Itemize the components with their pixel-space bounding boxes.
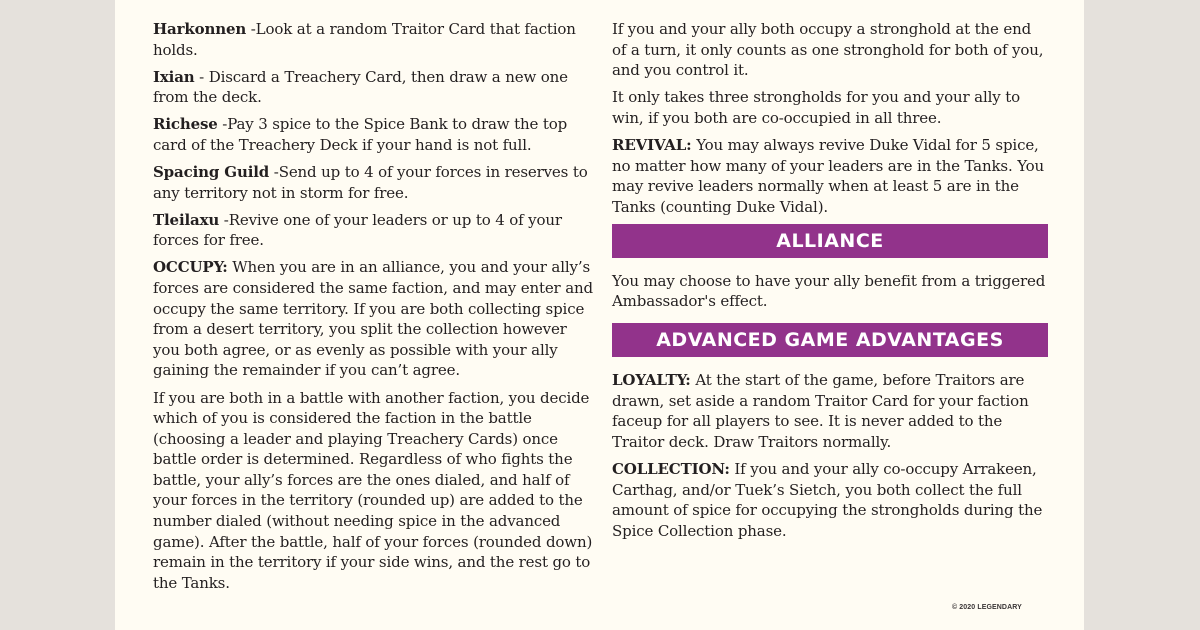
rule-battle: If you are both in a battle with another faction, you decide which of you is considered the faction in the battle (choosing a leader and playing Treachery Cards) once battle order is determined. Regardless of who fights the battle, your ally’s forces are the ones dialed, and half of your forces in the territory (rounded up) are added to the number dialed (without needing spice in the advanced game). After the battle, half of your forces (rounded down) remain in the territory if your side wins, and the rest go to the Tanks. (153, 388, 593, 592)
rule-revival: REVIVAL: You may always revive Duke Vidal for 5 spice, no matter how many of your leaders are in the Tanks. You may revive leaders normally when at least 5 are in the Tanks (counting Duke Vidal). (612, 135, 1045, 216)
rulebook-page (115, 0, 1084, 630)
rule-win-condition: It only takes three strongholds for you and your ally to win, if you both are co-occupied in all three. (612, 88, 1020, 127)
section-heading-alliance: ALLIANCE (612, 224, 1048, 258)
right-column (612, 19, 1048, 548)
faction-ability-richese: Richese -Pay 3 spice to the Spice Bank to draw the top card of the Treachery Deck if your hand is not full. (153, 115, 568, 154)
rule-loyalty: LOYALTY: At the start of the game, before Traitors are drawn, set aside a random Traitor Card for your faction faceup for all players to see. It is never added to the Traitor deck. Draw Traitors normally. (612, 371, 1029, 451)
faction-ability-ixian: Ixian - Discard a Treachery Card, then draw a new one from the deck. (153, 67, 568, 107)
rule-collection: COLLECTION: If you and your ally co-occupy Arrakeen, Carthag, and/or Tuek’s Sietch, you both collect the full amount of spice for occupying the strongholds during the Spice Collection phase. (612, 459, 1043, 540)
faction-ability-spacing-guild: Spacing Guild -Send up to 4 of your forces in reserves to any territory not in storm for free. (153, 163, 588, 202)
rule-alliance-ambassador: You may choose to have your ally benefit from a triggered Ambassador's effect. (612, 271, 1046, 311)
rule-occupy: OCCUPY: When you are in an alliance, you and your ally’s forces are considered the same faction, and may enter and occupy the same territory. If you are both collecting spice from a desert territory, you split the collection however you both agree, or as evenly as possible with your ally gaining the remainder if you can’t agree. (153, 258, 593, 380)
rule-stronghold-shared: If you and your ally both occupy a stronghold at the end of a turn, it only counts as one stronghold for both of you, and you control it. (612, 20, 1044, 80)
faction-ability-tleilaxu: Tleilaxu -Revive one of your leaders or up to 4 of your forces for free. (153, 210, 562, 250)
faction-ability-harkonnen: Harkonnen -Look at a random Traitor Card that faction holds. (153, 20, 576, 59)
section-heading-advanced-game-advantages: ADVANCED GAME ADVANTAGES (612, 323, 1048, 357)
left-column (153, 19, 593, 600)
copyright-notice: © 2020 LEGENDARY (952, 604, 1022, 611)
